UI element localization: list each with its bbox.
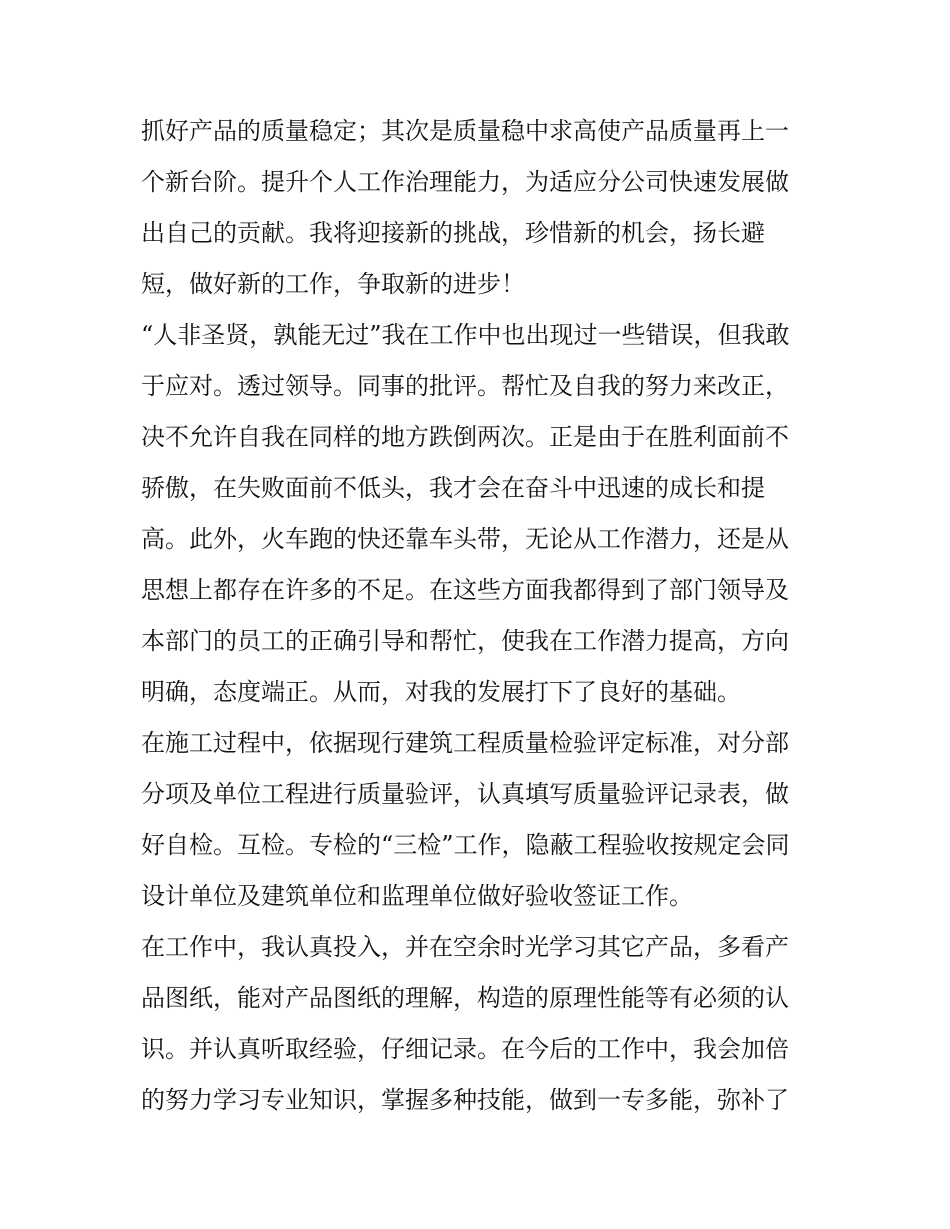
text-line: 明确，态度端正。从而，对我的发展打下了良好的基础。 (141, 678, 741, 706)
text-line: 识。并认真听取经验，仔细记录。在今后的工作中，我会加倍 (141, 1035, 789, 1063)
text-line: 出自己的贡献。我将迎接新的挑战，珍惜新的机会，扬长避 (141, 219, 765, 247)
text-line: 好自检。互检。专检的“三检”工作，隐蔽工程验收按规定会同 (141, 831, 790, 859)
text-line: 骄傲，在失败面前不低头，我才会在奋斗中迅速的成长和提 (141, 474, 765, 502)
text-line: 高。此外，火车跑的快还靠车头带，无论从工作潜力，还是从 (141, 525, 789, 553)
text-line: 分项及单位工程进行质量验评，认真填写质量验评记录表，做 (141, 780, 789, 808)
text-line: 思想上都存在许多的不足。在这些方面我都得到了部门领导及 (141, 576, 789, 604)
text-line: “人非圣贤，孰能无过”我在工作中也出现过一些错误，但我敢 (141, 321, 790, 349)
text-line: 品图纸，能对产品图纸的理解，构造的原理性能等有必须的认 (141, 984, 789, 1012)
text-line: 短，做好新的工作，争取新的进步！ (141, 270, 525, 298)
text-line: 的努力学习专业知识，掌握多种技能，做到一专多能，弥补了 (141, 1086, 789, 1114)
text-line: 个新台阶。提升个人工作治理能力，为适应分公司快速发展做 (141, 168, 789, 196)
text-line: 本部门的员工的正确引导和帮忙，使我在工作潜力提高，方向 (141, 627, 789, 655)
text-line: 决不允许自我在同样的地方跌倒两次。正是由于在胜利面前不 (141, 423, 789, 451)
body-text (141, 106, 821, 1126)
text-line: 于应对。透过领导。同事的批评。帮忙及自我的努力来改正， (141, 372, 789, 400)
text-line: 抓好产品的质量稳定；其次是质量稳中求高使产品质量再上一 (141, 117, 789, 145)
text-line: 在施工过程中，依据现行建筑工程质量检验评定标准，对分部 (141, 729, 789, 757)
text-line: 设计单位及建筑单位和监理单位做好验收签证工作。 (141, 882, 693, 910)
text-line: 在工作中，我认真投入，并在空余时光学习其它产品，多看产 (141, 933, 789, 961)
